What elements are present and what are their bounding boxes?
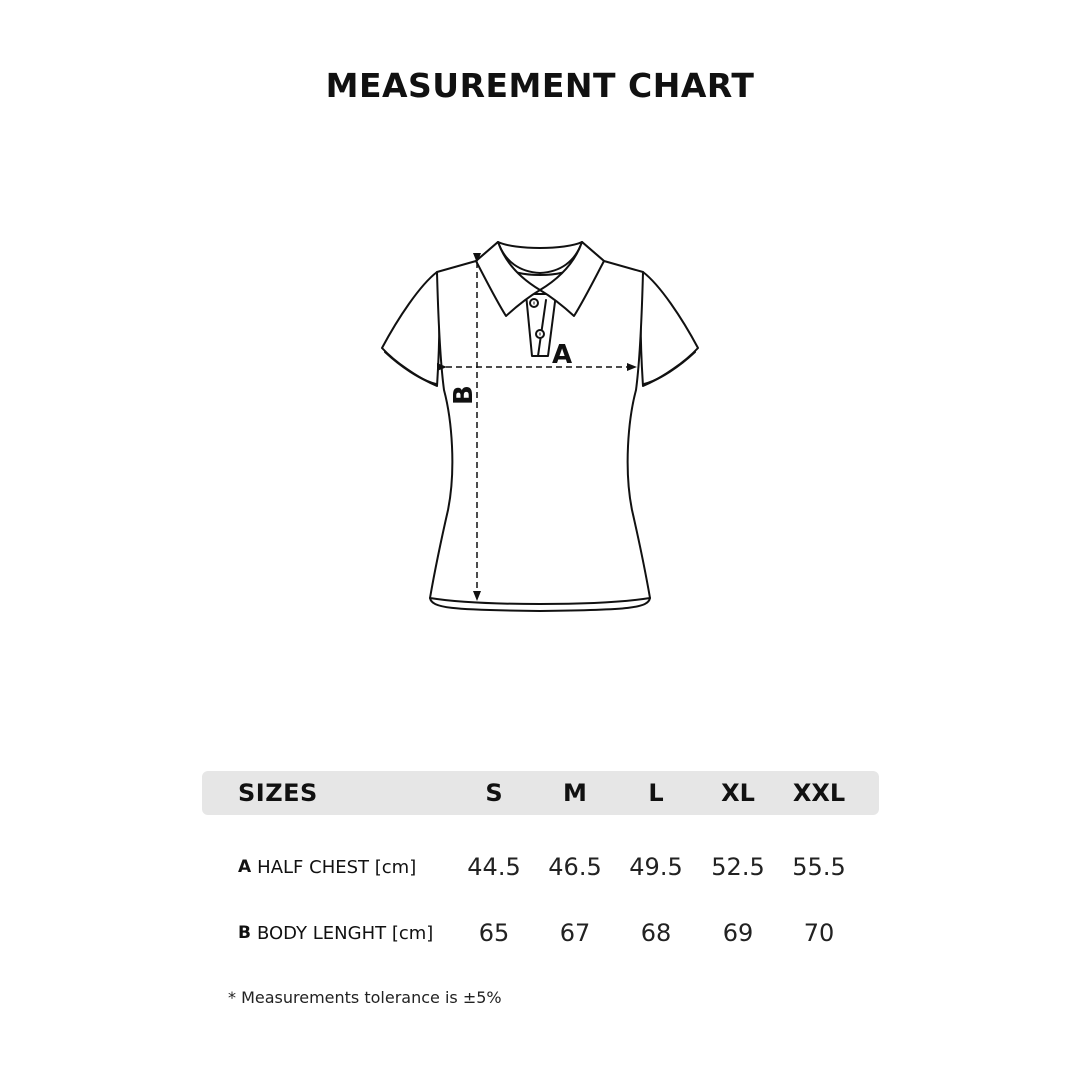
table-cell: 68 [640,919,672,947]
row-label [238,835,468,899]
left-sleeve [382,272,439,386]
page-title: MEASUREMENT CHART [325,66,755,105]
right-sleeve [641,272,698,386]
size-header-xl: XL [721,779,755,807]
table-cell: 55.5 [792,853,846,881]
table-cell: 65 [478,919,510,947]
row-label [238,901,468,965]
size-header-l: L [648,779,664,807]
row-letter: A [238,857,252,877]
table-cell: 52.5 [711,853,765,881]
table-cell: 70 [803,919,835,947]
table-cell: 46.5 [548,853,602,881]
row-label-text: BODY LENGHT [cm] [256,922,434,944]
table-cell: 69 [722,919,754,947]
table-cell: 44.5 [467,853,521,881]
size-header-xxl: XXL [792,779,846,807]
table-row [202,835,879,899]
table-row [202,901,879,965]
polo-shirt-icon [360,225,720,625]
marker-a-label: A [552,340,573,370]
marker-b-label: B [449,385,479,405]
size-header-s: S [485,779,503,807]
table-header-row [202,771,879,815]
row-label-text: HALF CHEST [cm] [257,856,417,878]
size-header-m: M [563,779,587,807]
row-letter: B [238,923,251,943]
sizes-header: SIZES [238,779,318,807]
garment-figure [360,225,720,625]
table-cell: 49.5 [629,853,683,881]
table-cell: 67 [559,919,591,947]
size-table [202,771,879,965]
tolerance-footnote: * Measurements tolerance is ±5% [228,988,502,1007]
